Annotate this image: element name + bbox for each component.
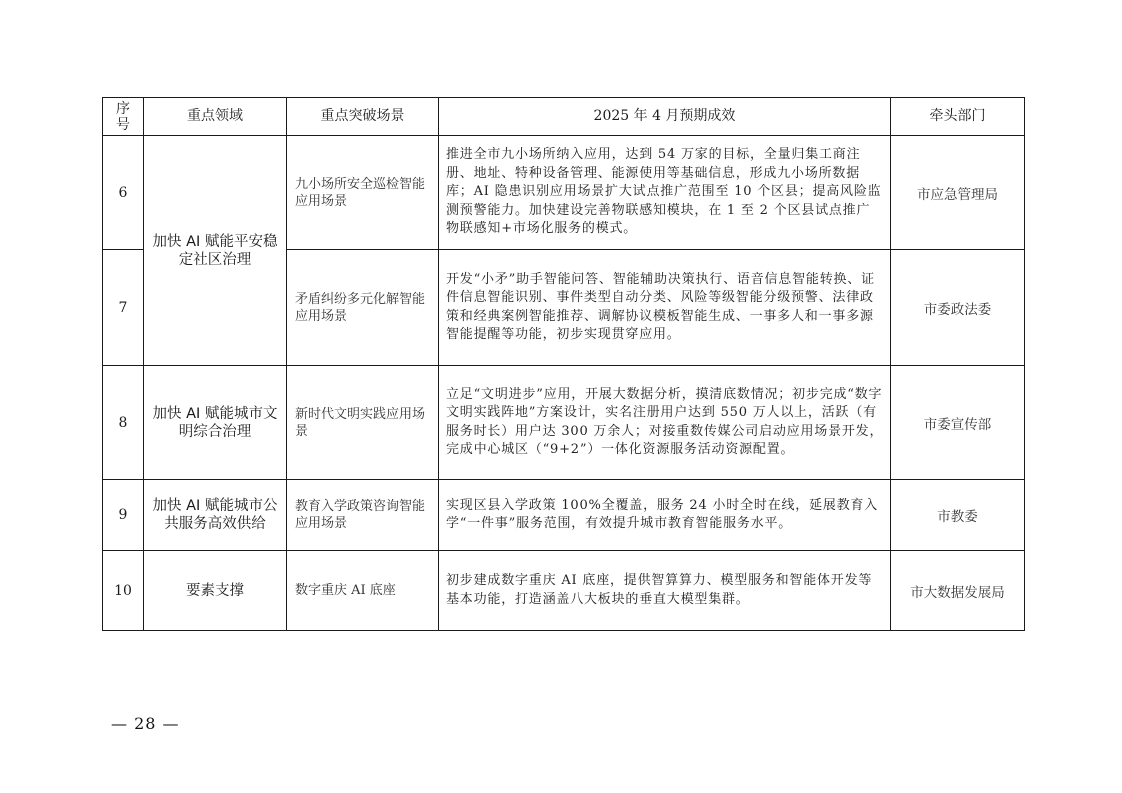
row-number: 8 bbox=[103, 366, 144, 480]
expected-effect-cell: 推进全市九小场所纳入应用，达到 54 万家的目标，全量归集工商注册、地址、特种设备管理、能源使用等基础信息，形成九小场所数据库；AI 隐患识别应用场景扩大试点推广范围至 10 个区县；提高风险监测预警能力。加快建设完善物联感知模块，在 1 至 2 个区县试点推广物联感知+市场化服务的模式。 bbox=[439, 136, 891, 250]
lead-dept-cell: 市委宣传部 bbox=[891, 366, 1025, 480]
table-row bbox=[103, 480, 1025, 551]
expected-effect-cell: 开发“小矛”助手智能问答、智能辅助决策执行、语音信息智能转换、证件信息智能识别、事件类型自动分类、风险等级智能分级预警、法律政策和经典案例智能推荐、调解协议模板智能生成、一事多人和一事多源智能提醒等功能，初步实现贯穿应用。 bbox=[439, 250, 891, 366]
expected-effect-cell: 立足“文明进步”应用，开展大数据分析，摸清底数情况；初步完成“数字文明实践阵地”方案设计，实名注册用户达到 550 万人以上，活跃（有服务时长）用户达 300 万余人；对接重数传媒公司启动应用场景开发，完成中心城区（“9+2”）一体化资源服务活动资源配置。 bbox=[439, 366, 891, 480]
lead-dept-cell: 市应急管理局 bbox=[891, 136, 1025, 250]
table-row bbox=[103, 366, 1025, 480]
header-no: 序号 bbox=[103, 98, 144, 136]
scene-cell: 教育入学政策咨询智能应用场景 bbox=[287, 480, 439, 551]
scene-cell: 九小场所安全巡检智能应用场景 bbox=[287, 136, 439, 250]
focus-field-cell: 加快 AI 赋能平安稳定社区治理 bbox=[144, 136, 287, 366]
lead-dept-cell: 市教委 bbox=[891, 480, 1025, 551]
row-number: 7 bbox=[103, 250, 144, 366]
table-header-row bbox=[103, 98, 1025, 136]
scene-cell: 数字重庆 AI 底座 bbox=[287, 551, 439, 631]
lead-dept-cell: 市委政法委 bbox=[891, 250, 1025, 366]
expected-effect-cell: 实现区县入学政策 100%全覆盖，服务 24 小时全时在线，延展教育入学“一件事”服务范围，有效提升城市教育智能服务水平。 bbox=[439, 480, 891, 551]
header-effect: 2025 年 4 月预期成效 bbox=[439, 98, 891, 136]
row-number: 6 bbox=[103, 136, 144, 250]
expected-effect-cell: 初步建成数字重庆 AI 底座，提供智算算力、模型服务和智能体开发等基本功能，打造涵盖八大板块的垂直大模型集群。 bbox=[439, 551, 891, 631]
row-number: 10 bbox=[103, 551, 144, 631]
header-dept: 牵头部门 bbox=[891, 98, 1025, 136]
row-number: 9 bbox=[103, 480, 144, 551]
lead-dept-cell: 市大数据发展局 bbox=[891, 551, 1025, 631]
scene-cell: 新时代文明实践应用场景 bbox=[287, 366, 439, 480]
header-scene: 重点突破场景 bbox=[287, 98, 439, 136]
focus-field-cell: 要素支撑 bbox=[144, 551, 287, 631]
scene-cell: 矛盾纠纷多元化解智能应用场景 bbox=[287, 250, 439, 366]
header-field: 重点领域 bbox=[144, 98, 287, 136]
page-number: — 28 — bbox=[111, 714, 180, 733]
table-row bbox=[103, 136, 1025, 250]
focus-field-cell: 加快 AI 赋能城市公共服务高效供给 bbox=[144, 480, 287, 551]
focus-field-cell: 加快 AI 赋能城市文明综合治理 bbox=[144, 366, 287, 480]
table-row bbox=[103, 551, 1025, 631]
requirements-table bbox=[102, 97, 1025, 631]
